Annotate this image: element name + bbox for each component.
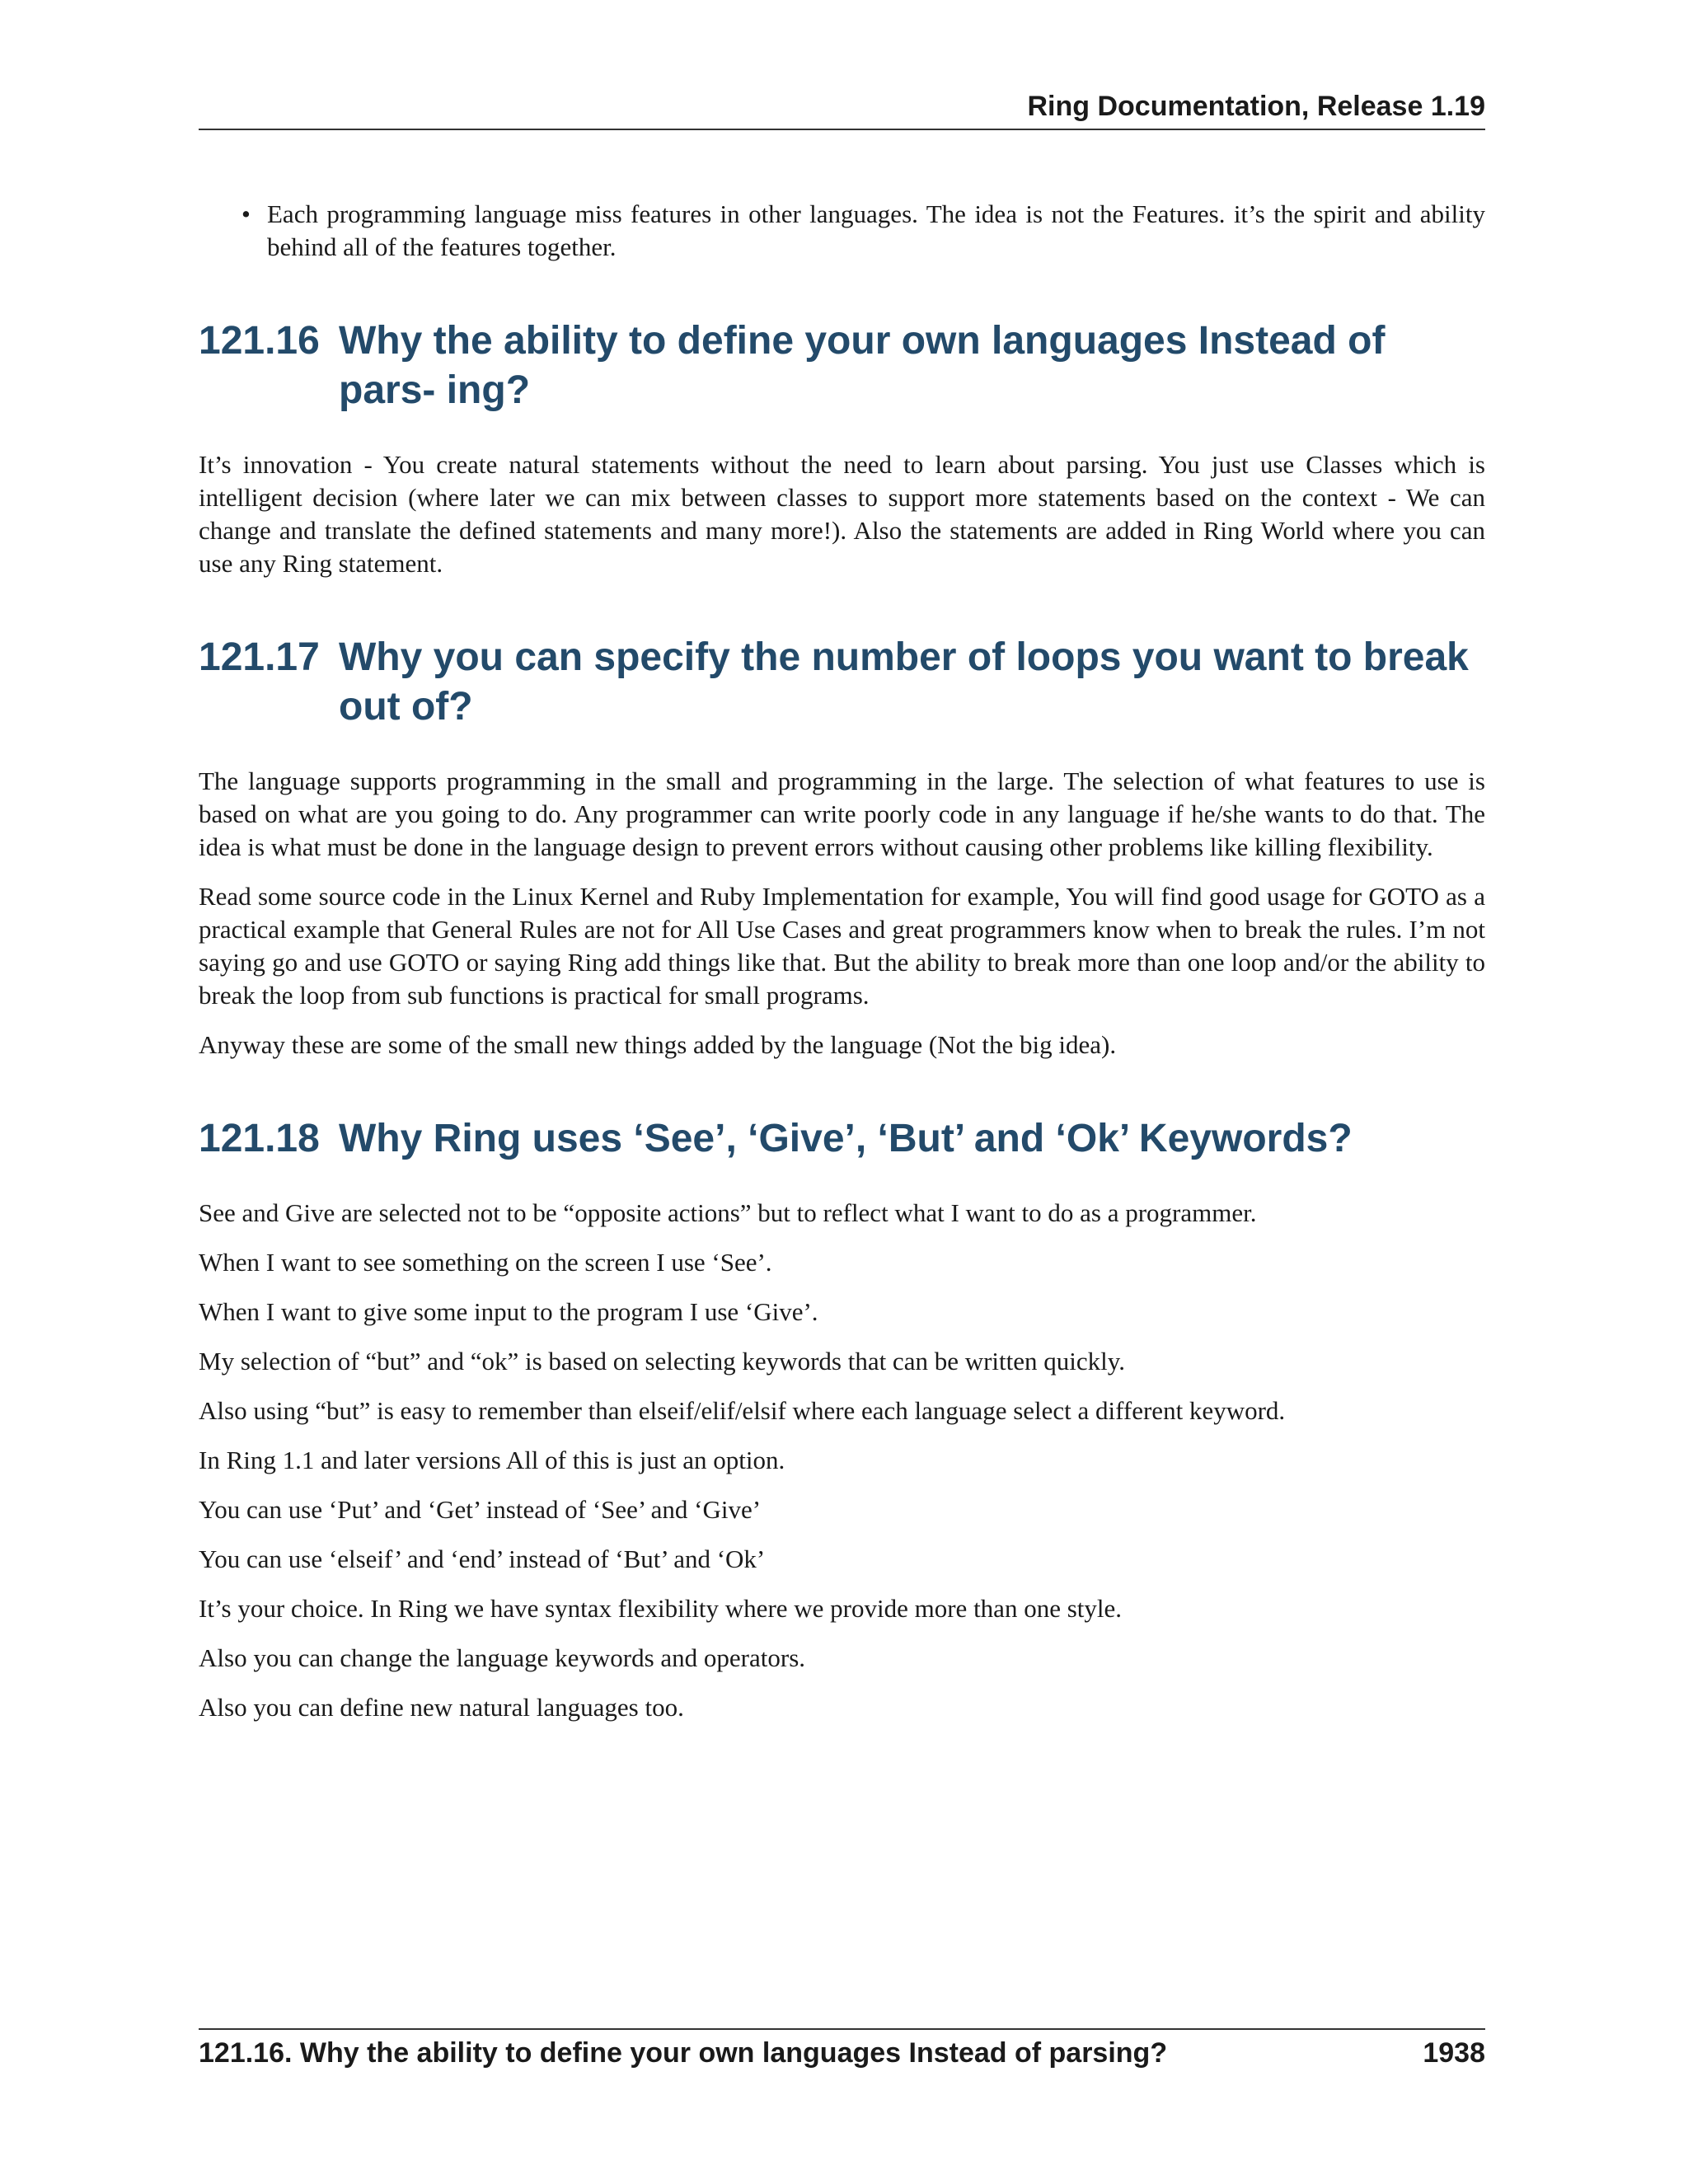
section-number: 121.16 <box>199 319 320 363</box>
section-heading <box>199 633 1485 732</box>
paragraph: My selection of “but” and “ok” is based on selecting keywords that can be written quickly. <box>199 1347 1125 1376</box>
paragraph: Read some source code in the Linux Kernel and Ruby Implementation for example, You will find good usage for GOTO as a practical example that General Rules are not for All Use Cases and great programmers know when to break the rules. I’m not saying go and use GOTO or saying Ring add things like that. But the ability to break more than one loop and/or the ability to break the loop from sub functions is practical for small programs. <box>199 882 1485 1010</box>
page-number: 1938 <box>1423 2037 1485 2069</box>
paragraph: In Ring 1.1 and later versions All of this is just an option. <box>199 1446 785 1474</box>
paragraph: You can use ‘Put’ and ‘Get’ instead of ‘See’ and ‘Give’ <box>199 1495 762 1524</box>
paragraph: Anyway these are some of the small new things added by the language (Not the big idea). <box>199 1030 1117 1059</box>
section-title: Why Ring uses ‘See’, ‘Give’, ‘But’ and ‘Ok’ Keywords? <box>339 1117 1353 1160</box>
footer-divider <box>199 2028 1485 2030</box>
paragraph: Also using “but” is easy to remember than elseif/elif/elsif where each language select a different keyword. <box>199 1396 1286 1425</box>
section-heading <box>199 1114 1485 1164</box>
paragraph: The language supports programming in the small and programming in the large. The selection of what features to use is based on what are you going to do. Any programmer can write poorly code in any language if he/she wants to do that. The idea is what must be done in the language design to prevent errors without causing other problems like killing flexibility. <box>199 766 1485 861</box>
paragraph: When I want to see something on the screen I use ‘See’. <box>199 1248 772 1277</box>
header-divider <box>199 129 1485 130</box>
footer-section-title: 121.16. Why the ability to define your own languages Instead of parsing? <box>199 2037 1168 2069</box>
section-121-17 <box>199 633 1485 1062</box>
page-content <box>199 198 1485 1741</box>
section-title: Why you can specify the number of loops you want to break out of? <box>339 635 1469 729</box>
section-number: 121.17 <box>199 635 320 679</box>
section-121-18 <box>199 1114 1485 1724</box>
paragraph: You can use ‘elseif’ and ‘end’ instead of ‘But’ and ‘Ok’ <box>199 1544 766 1573</box>
section-title: Why the ability to define your own languages Instead of pars- ing? <box>339 319 1386 412</box>
bullet-item: • Each programming language miss features in other languages. The idea is not the Features. it’s the spirit and ability behind all of the features together. <box>199 198 1485 264</box>
section-number: 121.18 <box>199 1117 320 1160</box>
paragraph: Also you can change the language keywords and operators. <box>199 1643 806 1672</box>
paragraph: It’s your choice. In Ring we have syntax flexibility where we provide more than one style. <box>199 1594 1122 1623</box>
paragraph: It’s innovation - You create natural statements without the need to learn about parsing. You just use Classes which is intelligent decision (where later we can mix between classes to support more statements based on the context - We can change and translate the defined statements and many more!). Also the statements are added in Ring World where you can use any Ring statement. <box>199 450 1485 578</box>
section-heading <box>199 316 1485 415</box>
running-header: Ring Documentation, Release 1.19 <box>1027 91 1485 122</box>
section-121-16 <box>199 316 1485 580</box>
intro-bullet-list <box>199 198 1485 264</box>
document-page <box>199 0 1485 2184</box>
paragraph: When I want to give some input to the program I use ‘Give’. <box>199 1297 818 1326</box>
paragraph: Also you can define new natural languages too. <box>199 1693 684 1722</box>
paragraph: See and Give are selected not to be “opposite actions” but to reflect what I want to do as a programmer. <box>199 1198 1257 1227</box>
